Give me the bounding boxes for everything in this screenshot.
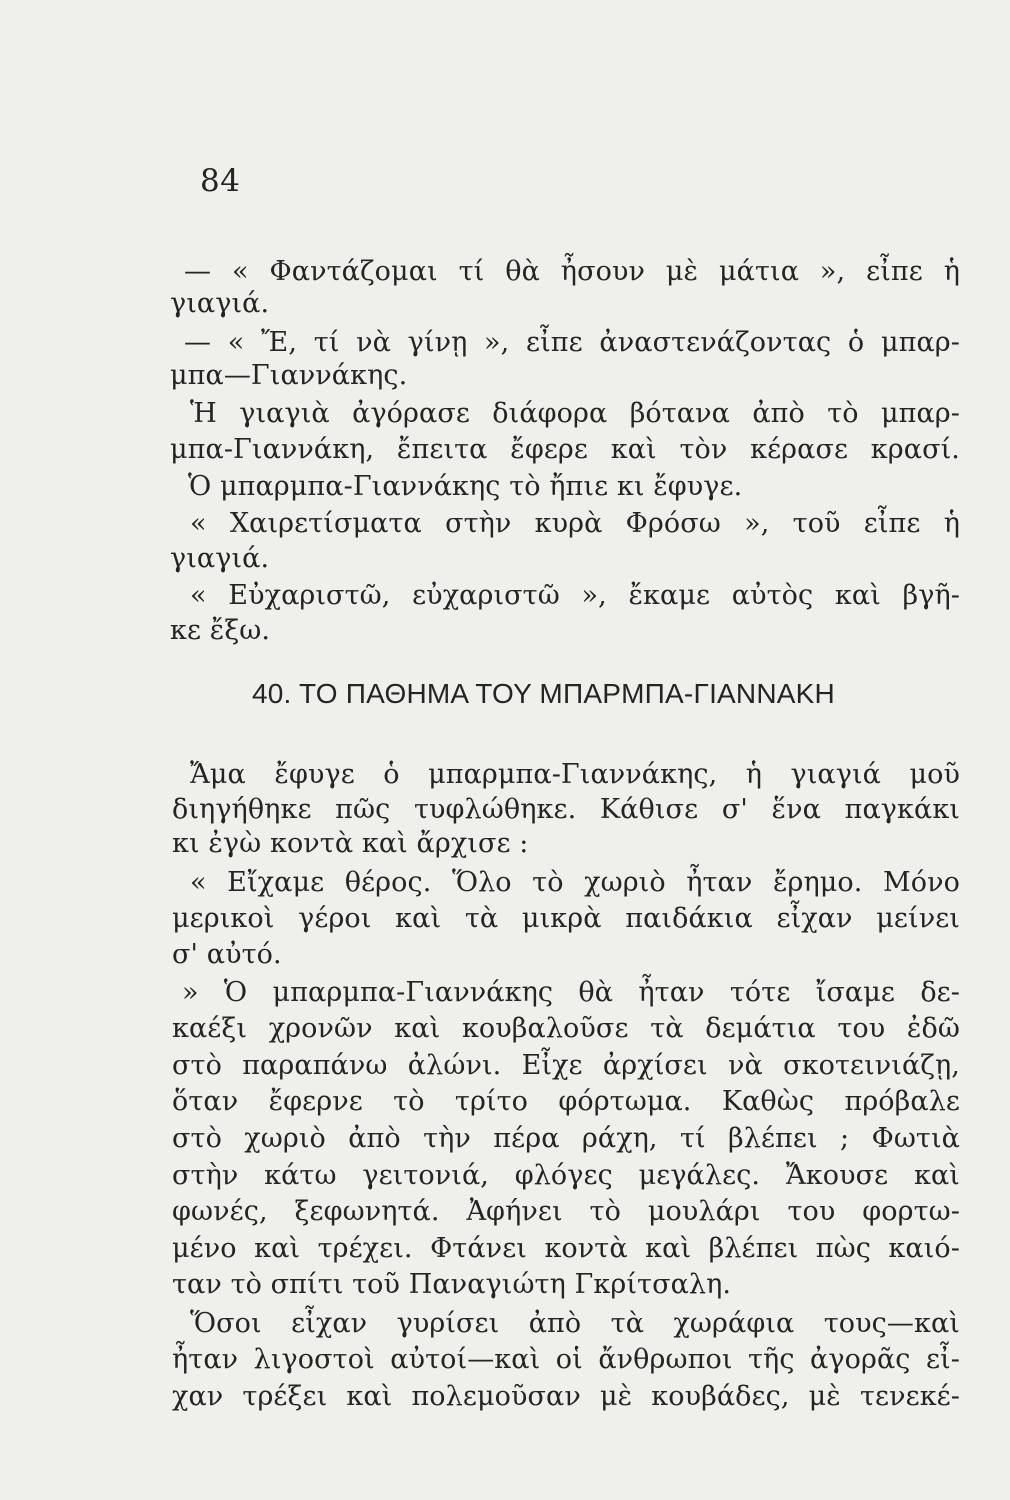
text-line: μένο καὶ τρέχει. Φτάνει κοντὰ καὶ βλέπει πὼς καιό- — [172, 1233, 960, 1264]
text-line: Ὅσοι εἶχαν γυρίσει ἀπὸ τὰ χωράφια τους—καὶ — [190, 1308, 960, 1339]
text-line: « Χαιρετίσματα στὴν κυρὰ Φρόσω », τοῦ εἶπε ἡ — [190, 508, 960, 539]
text-line: μπα-Γιαννάκη, ἔπειτα ἔφερε καὶ τὸν κέρασε κρασί. — [170, 434, 960, 465]
text-line: μερικοὶ γέροι καὶ τὰ μικρὰ παιδάκια εἶχαν μείνει — [172, 903, 960, 934]
text-line: στὴν κάτω γειτονιά, φλόγες μεγάλες. Ἄκουσε καὶ — [172, 1160, 960, 1191]
text-line: χαν τρέξει καὶ πολεμοῦσαν μὲ κουβάδες, μὲ τενεκέ- — [172, 1381, 960, 1412]
text-line: στὸ παραπάνω ἀλώνι. Εἶχε ἀρχίσει νὰ σκοτεινιάζῃ, — [172, 1050, 960, 1081]
page-number: 84 — [200, 163, 241, 199]
text-line: — « Φαντάζομαι τί θὰ ἦσουν μὲ μάτια », εἶπε ἡ — [184, 256, 960, 287]
chapter-title: 40. ΤΟ ΠΑΘΗΜΑ ΤΟΥ ΜΠΑΡΜΠΑ-ΓΙΑΝΝΑΚΗ — [252, 678, 835, 709]
text-line: Ἡ γιαγιὰ ἀγόρασε διάφορα βότανα ἀπὸ τὸ μπαρ- — [190, 398, 960, 429]
text-line: διηγήθηκε πῶς τυφλώθηκε. Κάθισε σ' ἕνα παγκάκι — [172, 794, 960, 825]
text-line: ἦταν λιγοστοὶ αὐτοί—καὶ οἱ ἄνθρωποι τῆς ἀγορᾶς εἶ- — [172, 1344, 960, 1375]
text-line: — « Ἔ, τί νὰ γίνῃ », εἶπε ἀναστενάζοντας ὁ μπαρ- — [184, 327, 960, 358]
text-line: καέξι χρονῶν καὶ κουβαλοῦσε τὰ δεμάτια του ἐδῶ — [172, 1013, 960, 1044]
text-line: μπα—Γιαννάκης. — [170, 360, 408, 391]
text-line: σ' αὐτό. — [172, 939, 282, 970]
text-line: γιαγιά. — [170, 543, 270, 574]
text-line: ταν τὸ σπίτι τοῦ Παναγιώτη Γκρίτσαλη. — [172, 1269, 732, 1300]
text-line: Ἄμα ἔφυγε ὁ μπαρμπα-Γιαννάκης, ἡ γιαγιά μοῦ — [190, 759, 960, 790]
text-line: κι ἐγὼ κοντὰ καὶ ἄρχισε : — [172, 828, 529, 859]
text-line: « Εἴχαμε θέρος. Ὅλο τὸ χωριὸ ἦταν ἔρημο. Μόνο — [190, 867, 960, 898]
text-line: » Ὁ μπαρμπα-Γιαννάκης θὰ ἦταν τότε ἴσαμε δε- — [182, 977, 960, 1008]
text-line: κε ἔξω. — [170, 615, 271, 646]
text-line: γιαγιά. — [170, 288, 270, 319]
text-line: ὅταν ἔφερνε τὸ τρίτο φόρτωμα. Καθὼς πρόβαλε — [172, 1086, 960, 1117]
text-line: φωνές, ξεφωνητά. Ἀφήνει τὸ μουλάρι του φορτω- — [172, 1196, 960, 1227]
text-line: Ὁ μπαρμπα-Γιαννάκης τὸ ἤπιε κι ἔφυγε. — [188, 471, 743, 502]
text-line: στὸ χωριὸ ἀπὸ τὴν πέρα ράχη, τί βλέπει ; Φωτιὰ — [172, 1123, 960, 1154]
text-line: « Εὐχαριστῶ, εὐχαριστῶ », ἔκαμε αὐτὸς καὶ βγῆ- — [190, 580, 960, 611]
